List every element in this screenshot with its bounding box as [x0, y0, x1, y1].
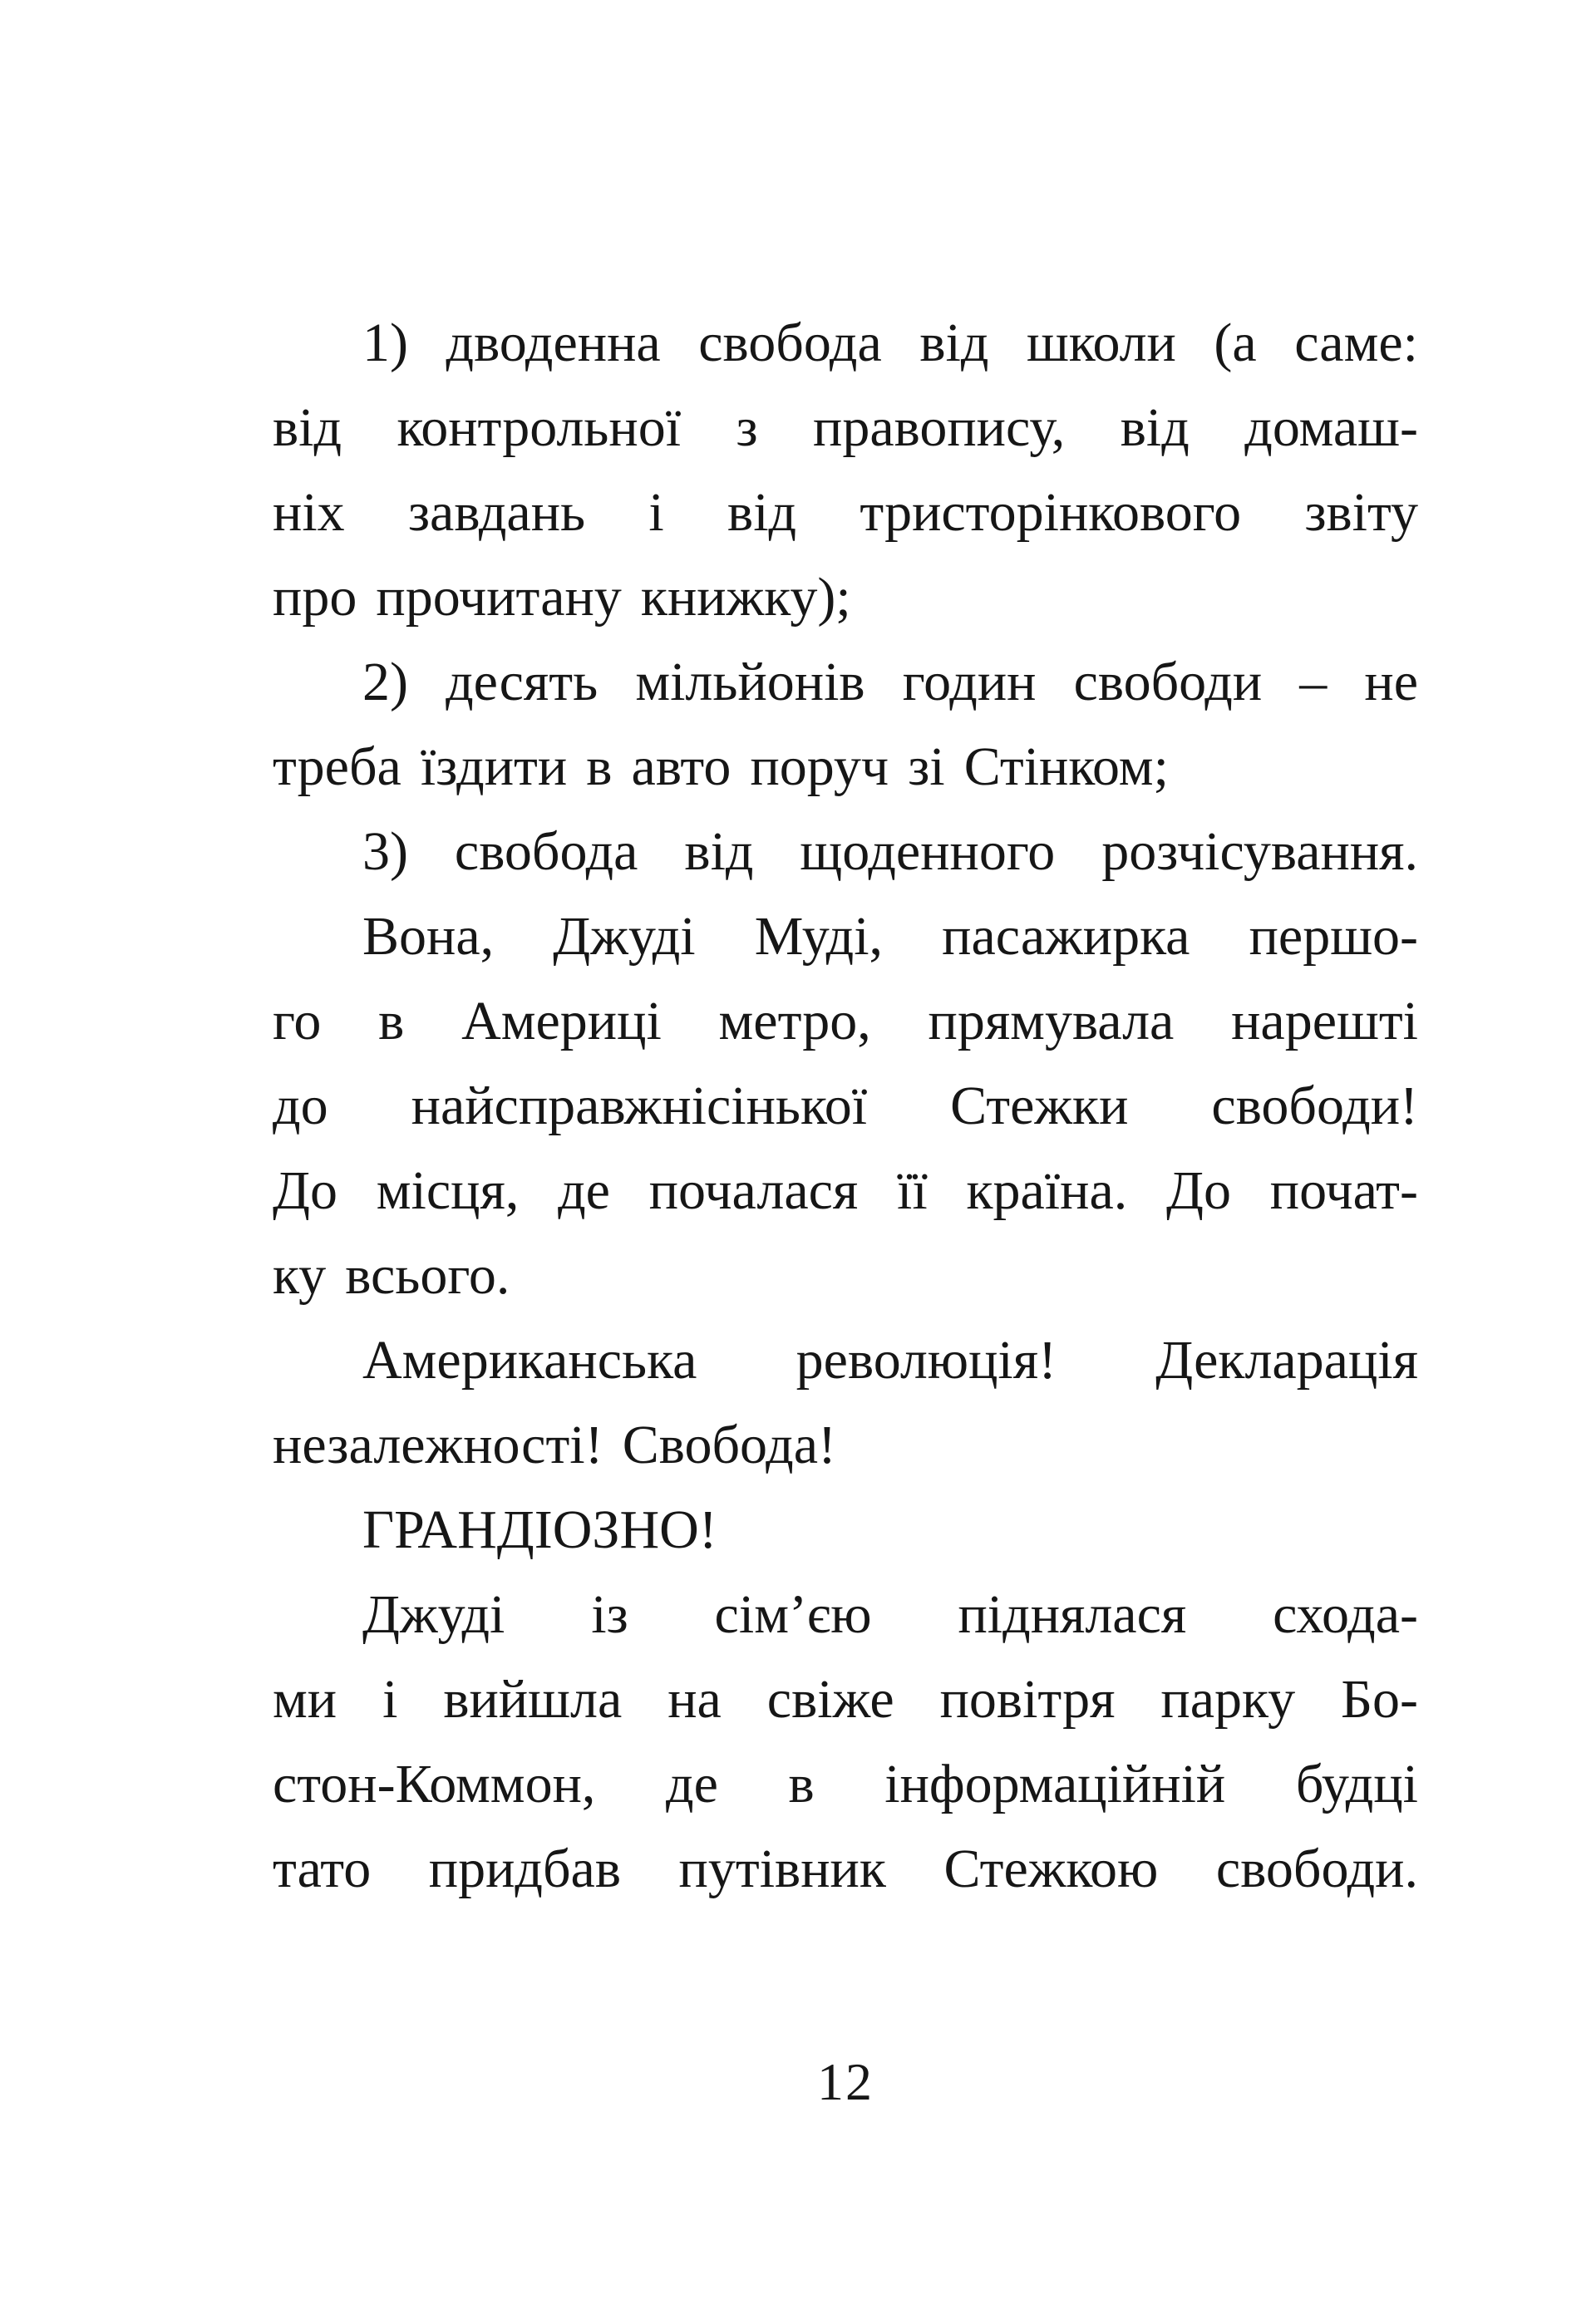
text-line: 1) дводенна свобода від школи (а саме:: [362, 313, 1418, 373]
text-line: від контрольної з правопису, від домаш-: [273, 397, 1418, 458]
text-line: 3) свобода від щоденного розчісування.: [362, 821, 1418, 882]
text-line: Джуді із сім’єю піднялася схода-: [362, 1584, 1418, 1645]
text-line: Американська революція! Декларація: [362, 1330, 1418, 1391]
text-line: про прочитану книжку);: [273, 567, 851, 628]
text-line: треба їздити в авто поруч зі Стінком;: [273, 736, 1169, 797]
text-line: ку всього.: [273, 1245, 510, 1306]
text-line: незалежності! Свобода!: [273, 1415, 836, 1475]
text-line: Вона, Джуді Муді, пасажирка першо-: [362, 906, 1418, 967]
page-number: 12: [817, 2052, 874, 2111]
text-line: стон-Коммон, де в інформаційній будці: [273, 1754, 1418, 1814]
text-line: тато придбав путівник Стежкою свободи.: [273, 1839, 1418, 1899]
text-line: До місця, де почалася її країна. До почат-: [273, 1160, 1418, 1221]
text-line: ГРАНДІОЗНО!: [362, 1499, 717, 1560]
text-line: до найсправжнісінької Стежки свободи!: [273, 1076, 1418, 1136]
text-line: го в Америці метро, прямувала нарешті: [273, 991, 1418, 1051]
text-line: ми і вийшла на свіже повітря парку Бо-: [273, 1669, 1418, 1730]
text-line: 2) десять мільйонів годин свободи – не: [362, 652, 1418, 712]
text-line: ніх завдань і від тристорінкового звіту: [273, 482, 1418, 543]
text-block: [273, 301, 1418, 1912]
